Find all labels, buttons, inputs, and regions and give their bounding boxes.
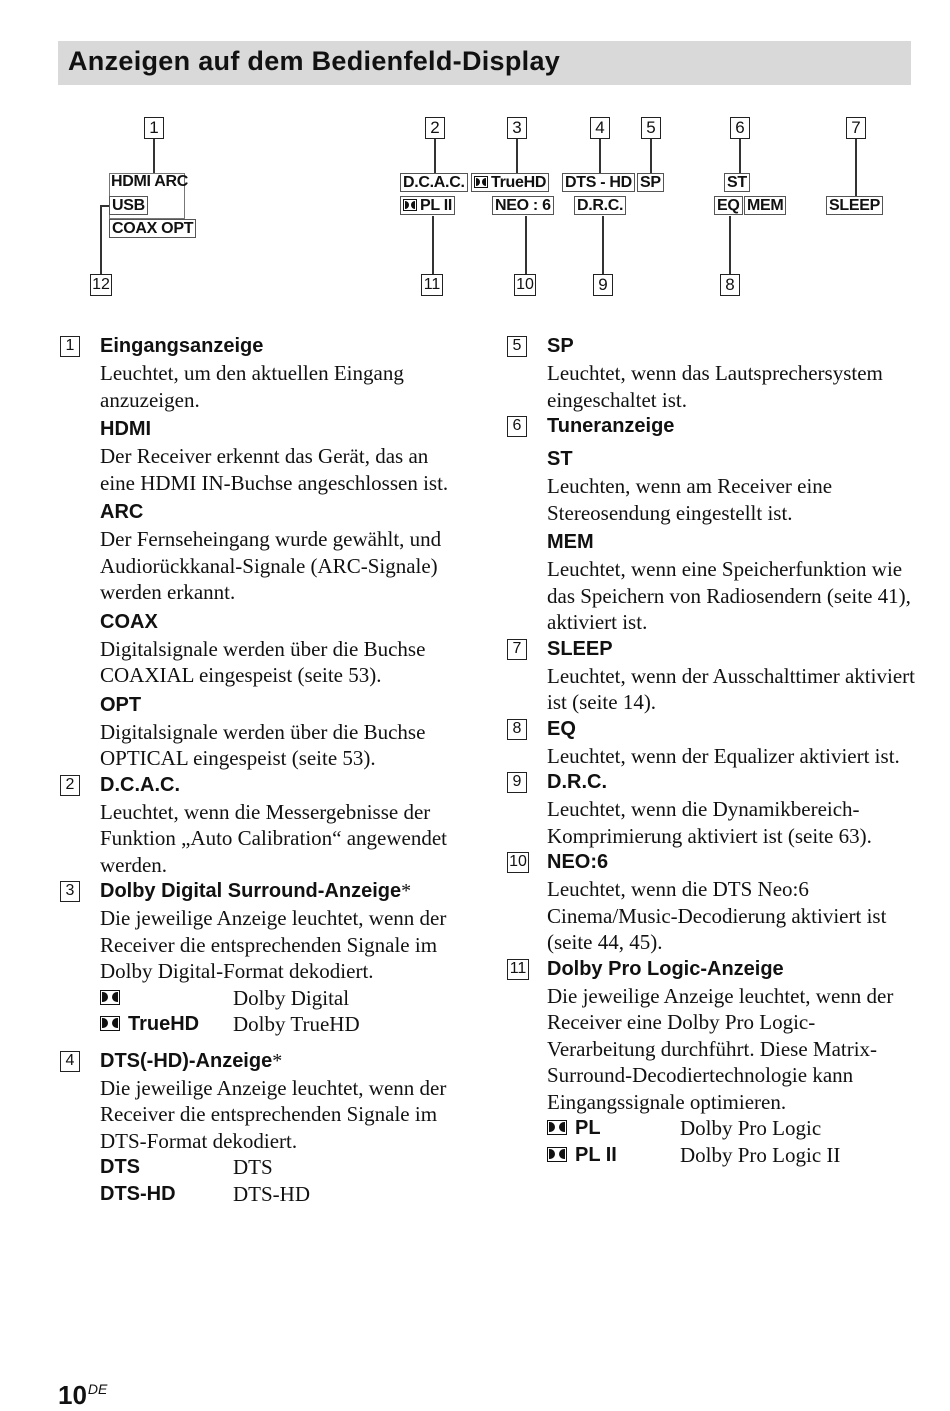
- hdmi-arc-segment: HDMI ARC: [111, 173, 188, 190]
- entry-number: 3: [60, 881, 80, 902]
- leader-line-9: [602, 216, 604, 274]
- callout-11: 11: [421, 274, 443, 296]
- indicator-value: Dolby TrueHD: [233, 1012, 360, 1036]
- dolby-dd-icon: [100, 990, 120, 1005]
- leader-line-4: [599, 139, 601, 173]
- leader-line-7: [855, 139, 857, 196]
- entry-number: 10: [507, 852, 529, 873]
- entry-text: Leuchtet, wenn der Ausschalttimer aktiviert ist (seite 14).: [547, 663, 915, 714]
- dolby-dd-icon: [100, 1016, 120, 1031]
- page-title: Anzeigen auf dem Bedienfeld-Display: [68, 46, 561, 76]
- sub-text: Leuchtet, wenn eine Speicherfunktion wie das Speichern von Radiosendern (seite 41), aktiviert ist.: [547, 557, 911, 634]
- sub-label: MEM: [547, 531, 594, 553]
- entry-number: 5: [507, 336, 527, 357]
- leader-line-12: [100, 205, 102, 274]
- callout-12: 12: [90, 274, 112, 296]
- indicator-key: PL: [547, 1115, 680, 1142]
- entry-text: Die jeweilige Anzeige leuchtet, wenn der Receiver die entsprechenden Signale im DTS-Format dekodiert.: [100, 1075, 447, 1153]
- entry-number: 9: [507, 772, 527, 793]
- callout-5: 5: [641, 117, 661, 139]
- entry-title: Dolby Pro Logic-Anzeige: [547, 957, 784, 980]
- entry-10: [507, 849, 917, 956]
- indicator-value: Dolby Pro Logic: [680, 1116, 822, 1140]
- indicator-key: DTS: [100, 1156, 140, 1178]
- callout-9: 9: [593, 274, 613, 296]
- callout-10: 10: [514, 274, 536, 296]
- entry-title: D.C.A.C.: [100, 773, 180, 796]
- entry-title: NEO:6: [547, 851, 609, 873]
- sp-segment: SP: [637, 173, 664, 192]
- dolby-dd-icon: [474, 176, 488, 188]
- entry-text: Leuchtet, wenn die Dynamikbereich-Komprimierung aktiviert ist (seite 63).: [547, 797, 872, 848]
- st-segment: ST: [724, 173, 750, 192]
- entry-title: Tuneranzeige: [547, 415, 675, 437]
- sub-text: Leuchten, wenn am Receiver eine Stereosendung eingestellt ist.: [547, 474, 833, 525]
- entry-text: Die jeweilige Anzeige leuchtet, wenn der Receiver die entsprechenden Signale im Dolby Digital-Format dekodiert.: [100, 906, 447, 983]
- entry-11: [507, 956, 917, 1169]
- sub-label: COAX: [100, 610, 158, 633]
- entry-title: DTS(-HD)-Anzeige*: [100, 1049, 283, 1072]
- sub-label: ARC: [100, 501, 144, 523]
- callout-6: 6: [730, 117, 750, 139]
- entry-9: [507, 769, 917, 849]
- indicator-value: Dolby Digital: [233, 985, 350, 1010]
- truehd-text: TrueHD: [491, 174, 547, 191]
- eq-segment: EQ: [714, 196, 743, 215]
- entry-6: [507, 413, 917, 636]
- dolby-truehd-segment: [471, 173, 549, 192]
- pl2-text: PL II: [420, 197, 452, 214]
- leader-line-2: [434, 139, 436, 173]
- entry-text: Leuchtet, um den aktuellen Eingang anzuzeigen.: [100, 361, 404, 412]
- sub-text: Digitalsignale werden über die Buchse COAXIAL eingespeist (seite 53).: [100, 636, 426, 687]
- usb-segment: USB: [109, 196, 148, 215]
- leader-line-1: [153, 139, 155, 173]
- entry-2: [60, 772, 465, 879]
- indicator-value: Dolby Pro Logic II: [680, 1142, 841, 1167]
- left-column: [60, 333, 465, 1207]
- entry-8: [507, 716, 917, 770]
- entry-title: SLEEP: [547, 637, 613, 660]
- callout-8: 8: [720, 274, 740, 296]
- indicator-value: DTS: [233, 1155, 273, 1179]
- entry-title: Dolby Digital Surround-Anzeige*: [100, 880, 412, 902]
- entry-number: 6: [507, 416, 527, 437]
- leader-line-8: [729, 216, 731, 274]
- entry-text: Die jeweilige Anzeige leuchtet, wenn der Receiver eine Dolby Pro Logic-Verarbeitung durchführt. Diese Matrix-Surround-Decodiertechnologie kann Eingangssignale optimieren.: [547, 983, 894, 1114]
- leader-line-10: [525, 216, 527, 274]
- entry-number: 11: [507, 959, 529, 980]
- entry-number: 2: [60, 775, 80, 796]
- entry-title: D.R.C.: [547, 771, 607, 793]
- indicator-value: DTS-HD: [233, 1181, 310, 1206]
- leader-line-6: [739, 139, 741, 173]
- entry-7: [507, 636, 917, 716]
- entry-title: SP: [547, 335, 574, 357]
- callout-3: 3: [507, 117, 527, 139]
- page-number: 10DE: [58, 1380, 108, 1410]
- mem-segment: MEM: [744, 196, 786, 215]
- sub-label: HDMI: [100, 418, 152, 440]
- entry-4: [60, 1048, 465, 1208]
- coax-opt-segment: COAX OPT: [109, 219, 196, 238]
- sub-label: ST: [547, 448, 573, 470]
- entry-number: 8: [507, 719, 527, 740]
- entry-5: [507, 333, 917, 413]
- right-column: [507, 333, 917, 1168]
- drc-segment: D.R.C.: [574, 196, 626, 215]
- indicator-key: [100, 985, 233, 1012]
- entry-number: 4: [60, 1051, 80, 1072]
- sleep-segment: SLEEP: [826, 196, 883, 215]
- indicator-key: TrueHD: [100, 1011, 233, 1038]
- sub-label: OPT: [100, 693, 142, 716]
- dolby-pl2-segment: [400, 196, 455, 215]
- display-diagram: [0, 0, 950, 320]
- callout-4: 4: [590, 117, 610, 139]
- entry-title: EQ: [547, 717, 576, 740]
- dolby-dd-icon: [547, 1147, 567, 1162]
- leader-line-11: [432, 216, 434, 274]
- entry-text: Leuchtet, wenn die Messergebnisse der Funktion „Auto Calibration“ angewendet werden.: [100, 799, 448, 877]
- indicator-table: [547, 1115, 917, 1168]
- entry-3: [60, 878, 465, 1038]
- callout-7: 7: [846, 117, 866, 139]
- entry-1: [60, 333, 465, 772]
- entry-number: 1: [60, 336, 80, 357]
- entry-title: Eingangsanzeige: [100, 335, 264, 357]
- leader-line-5: [650, 139, 652, 173]
- entry-text: Leuchtet, wenn der Equalizer aktiviert ist.: [547, 743, 900, 768]
- callout-1: 1: [144, 117, 164, 139]
- indicator-table: [100, 1154, 465, 1207]
- dcac-segment: D.C.A.C.: [400, 173, 468, 192]
- neo6-segment: NEO : 6: [492, 196, 554, 215]
- entry-text: Leuchtet, wenn das Lautsprechersystem eingeschaltet ist.: [547, 361, 883, 412]
- sub-text: Der Receiver erkennt das Gerät, das an eine HDMI IN-Buchse angeschlossen ist.: [100, 444, 449, 495]
- dolby-dd-icon: [403, 199, 417, 211]
- callout-2: 2: [425, 117, 445, 139]
- leader-line-3: [516, 139, 518, 173]
- indicator-key: DTS-HD: [100, 1182, 176, 1205]
- indicator-key: PL II: [547, 1142, 680, 1169]
- entry-text: Leuchtet, wenn die DTS Neo:6 Cinema/Music-Decodierung aktiviert ist (seite 44, 45).: [547, 877, 887, 954]
- sub-text: Der Fernseheingang wurde gewählt, und Audiorückkanal-Signale (ARC-Signale) werden erkannt.: [100, 527, 442, 604]
- sub-text: Digitalsignale werden über die Buchse OPTICAL eingespeist (seite 53).: [100, 719, 426, 770]
- entry-number: 7: [507, 639, 527, 660]
- dolby-dd-icon: [547, 1120, 567, 1135]
- dts-hd-segment: DTS - HD: [562, 173, 635, 192]
- indicator-table: [100, 985, 465, 1038]
